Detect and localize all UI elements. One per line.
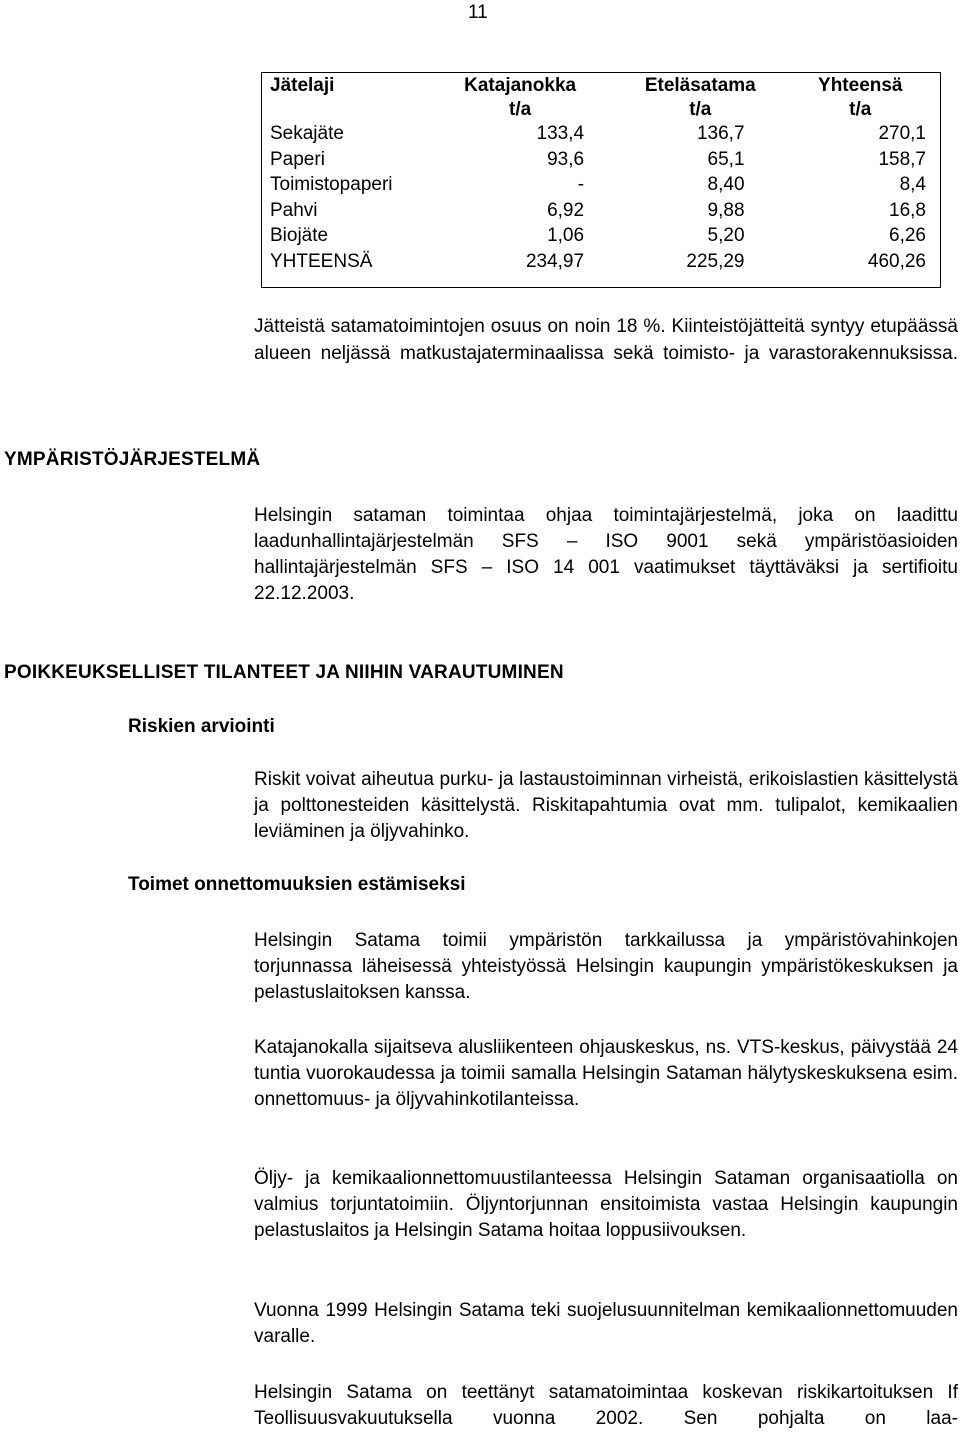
table-units-row: [262, 99, 940, 121]
heading-environment-system: YMPÄRISTÖJÄRJESTELMÄ: [4, 449, 261, 470]
cell-katajanokka: -: [577, 174, 585, 195]
paragraph-prevention-cooperation: Helsingin Satama toimii ympäristön tarkkailussa ja ympäristövahinkojen torjunnassa läheisessä yhteistyössä Helsingin kaupungin ympäristökeskuksen ja pelastuslaitoksen kanssa.: [254, 930, 958, 1003]
cell-total: 460,26: [867, 250, 926, 272]
header-waste-type: Jätelaji: [270, 75, 335, 96]
table-row: [262, 147, 940, 173]
header-etelasatama: Eteläsatama: [644, 75, 756, 96]
cell-total: 8,4: [899, 174, 926, 195]
paragraph-risk-assessment: Riskit voivat aiheutua purku- ja lastaustoiminnan virheistä, erikoislastien käsittelystä ja polttonesteiden käsittelystä. Riskitapahtumia ovat mm. tulipalot, kemikaalien leviäminen ja öljyvahinko.: [254, 769, 958, 842]
cell-total: 6,26: [889, 225, 926, 246]
cell-total: 16,8: [889, 199, 926, 221]
heading-exceptional-situations: POIKKEUKSELLISET TILANTEET JA NIIHIN VARAUTUMINEN: [4, 662, 564, 683]
cell-katajanokka: 234,97: [525, 250, 585, 272]
table-row: [262, 249, 940, 275]
header-unit: t/a: [509, 99, 532, 120]
subheading-risk-assessment: Riskien arviointi: [128, 716, 275, 737]
cell-waste-type: Biojäte: [270, 225, 329, 246]
header-katajanokka: Katajanokka: [464, 75, 577, 96]
cell-waste-type: YHTEENSÄ: [270, 250, 373, 272]
table-row: [262, 121, 940, 147]
table-row: [262, 198, 940, 224]
paragraph-waste-share: Jätteistä satamatoimintojen osuus on noin 18 %. Kiinteistöjätteitä syntyy etupäässä alueen neljässä matkustajaterminaalissa sekä toimisto- ja varastorakennuksissa.: [254, 316, 958, 364]
cell-waste-type: Pahvi: [270, 199, 318, 221]
page-number: 11: [468, 2, 488, 23]
cell-katajanokka: 1,06: [547, 225, 585, 246]
cell-etelasatama: 225,29: [686, 250, 745, 272]
cell-etelasatama: 65,1: [707, 148, 745, 170]
header-unit: t/a: [689, 99, 712, 120]
cell-katajanokka: 6,92: [547, 199, 585, 221]
header-unit: [262, 99, 420, 121]
paragraph-environment-system: Helsingin sataman toimintaa ohjaa toimintajärjestelmä, joka on laadittu laadunhallintajärjestelmän SFS – ISO 9001 sekä ympäristöasioiden hallintajärjestelmän SFS – ISO 14 001 vaatimukset täyttäväksi ja sertifioitu 22.12.2003.: [254, 505, 958, 604]
paragraph-oil-chemical-response: Öljy- ja kemikaalionnettomuustilanteessa Helsingin Sataman organisaatiolla on valmius torjuntatoimiin. Öljyntorjunnan ensitoimista vastaa Helsingin kaupungin pelastuslaitos ja Helsingin Satama hoitaa loppusiivouksen.: [254, 1168, 958, 1241]
cell-waste-type: Toimistopaperi: [270, 174, 393, 195]
table-row: [262, 223, 940, 249]
table-header-row: [262, 73, 940, 99]
paragraph-risk-survey: Helsingin Satama on teettänyt satamatoimintaa koskevan riskikartoituksen If Teollisuusvakuutuksella vuonna 2002. Sen pohjalta on laa-: [254, 1382, 958, 1429]
cell-etelasatama: 9,88: [707, 199, 745, 221]
cell-waste-type: Paperi: [270, 148, 325, 170]
header-total: Yhteensä: [818, 75, 903, 96]
waste-table: [261, 72, 941, 288]
cell-etelasatama: 8,40: [707, 174, 745, 195]
cell-katajanokka: 93,6: [547, 148, 585, 170]
cell-total: 158,7: [878, 148, 926, 170]
cell-waste-type: Sekajäte: [270, 123, 344, 144]
paragraph-protection-plan: Vuonna 1999 Helsingin Satama teki suojelusuunnitelman kemikaalionnettomuuden varalle.: [254, 1300, 958, 1347]
table-row: [262, 172, 940, 198]
cell-etelasatama: 136,7: [696, 123, 745, 144]
cell-etelasatama: 5,20: [707, 225, 745, 246]
paragraph-vts-centre: Katajanokalla sijaitseva alusliikenteen ohjauskeskus, ns. VTS-keskus, päivystää 24 tuntia vuorokaudessa ja toimii samalla Helsingin Sataman hälytyskeskuksena esim. onnettomuus- ja öljyvahinkotilanteissa.: [254, 1037, 958, 1110]
cell-katajanokka: 133,4: [536, 123, 585, 144]
cell-total: 270,1: [878, 123, 926, 144]
subheading-accident-prevention: Toimet onnettomuuksien estämiseksi: [128, 874, 466, 895]
header-unit: t/a: [849, 99, 872, 120]
